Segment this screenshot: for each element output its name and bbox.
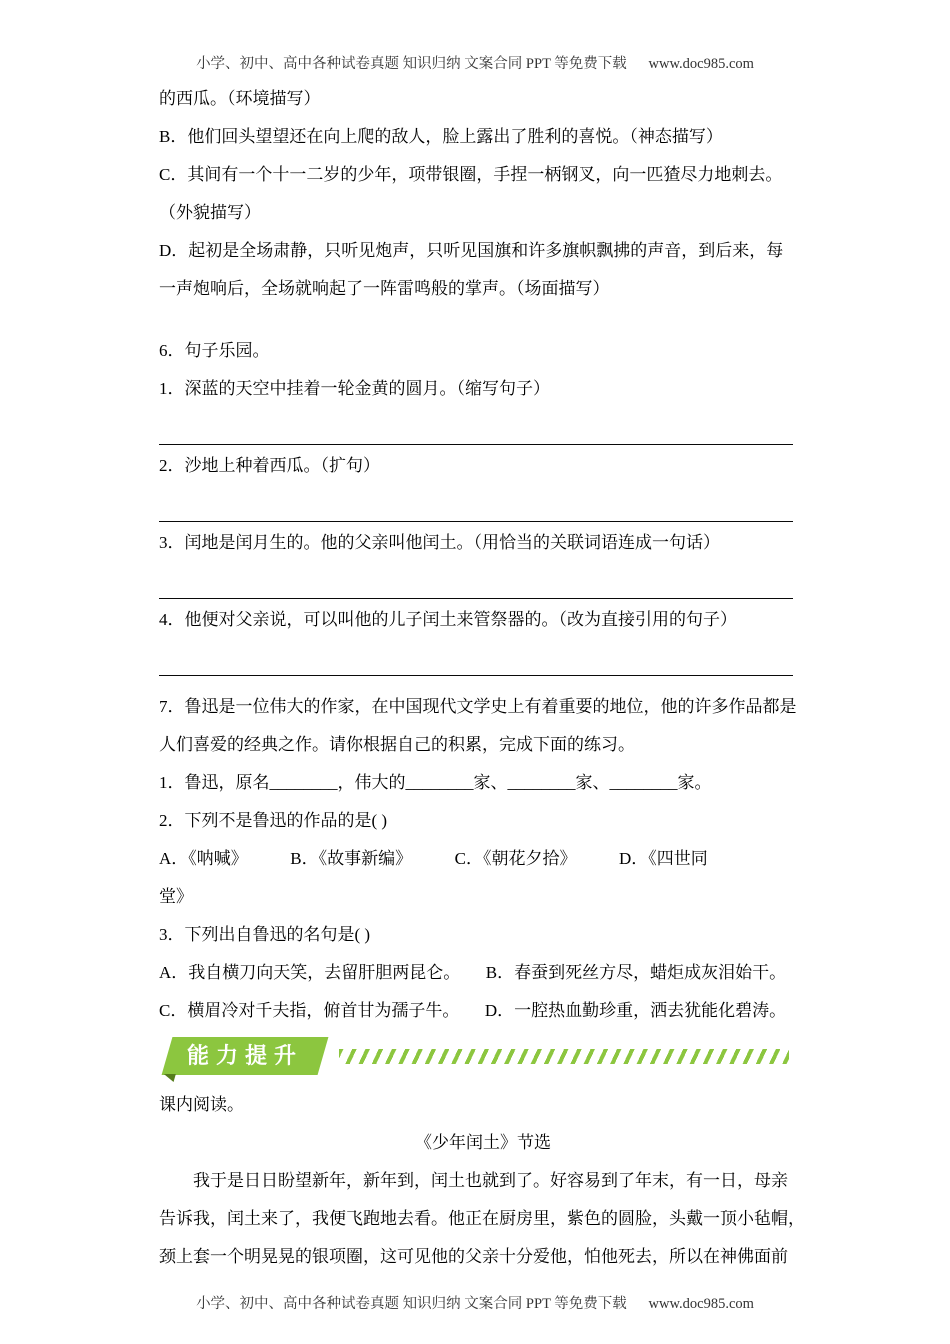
question6-item-1: 1．深蓝的天空中挂着一轮金黄的圆月。（缩写句子） (159, 379, 550, 398)
question7-sub-3-options-cd: C．横眉冷对千夫指，俯首甘为孺子牛。 D．一腔热血勤珍重，洒去犹能化碧涛。 (159, 1001, 787, 1020)
answer-blank-line (159, 485, 793, 522)
question6-item-3: 3．闰地是闰月生的。他的父亲叫他闰土。（用恰当的关联词语连成一句话） (159, 533, 720, 552)
answer-blank-line (159, 562, 793, 599)
answer-blank-line (159, 408, 793, 445)
section-gap (159, 678, 807, 688)
reading-line-2: 告诉我，闰土来了，我便飞跑地去看。他正在厨房里，紫色的圆脸，头戴一顶小毡帽， (159, 1209, 805, 1228)
reading-line-3: 颈上套一个明晃晃的银项圈，这可见他的父亲十分爱他，怕他死去，所以在神佛面前 (159, 1247, 788, 1266)
question7-sub-2-options: A．《呐喊》 B．《故事新编》 C．《朝花夕拾》 D．《四世同 (159, 849, 708, 868)
reading-line-1: 我于是日日盼望新年，新年到，闰土也就到了。好容易到了年末，有一日，母亲 (159, 1171, 788, 1190)
page-footer: 小学、初中、高中各种试卷真题 知识归纳 文案合同 PPT 等免费下载 www.doc985.com (196, 1296, 754, 1312)
section-gap (159, 308, 807, 332)
reading-title: 《少年闰土》节选 (415, 1133, 551, 1152)
banner-ribbon (162, 1037, 329, 1075)
question6-item-2: 2．沙地上种着西瓜。（扩句） (159, 456, 380, 475)
ability-section-banner (159, 1034, 799, 1078)
banner-fold-decoration (162, 1074, 176, 1082)
option-d-continuation: 一声炮响后，全场就响起了一阵雷鸣般的掌声。（场面描写） (159, 279, 610, 298)
content-column (159, 80, 807, 1276)
question7-sub-2-options-continuation: 堂》 (159, 887, 193, 906)
question7-intro-line-2: 人们喜爱的经典之作。请你根据自己的积累，完成下面的练习。 (159, 735, 635, 754)
page-header: 小学、初中、高中各种试卷真题 知识归纳 文案合同 PPT 等免费下载 www.doc985.com (196, 56, 754, 72)
banner-label: 能力提升 (187, 1043, 304, 1068)
option-c-line: C．其间有一个十一二岁的少年，项带银圈，手捏一柄钢叉，向一匹猹尽力地刺去。 (159, 165, 783, 184)
option-b-line: B．他们回头望望还在向上爬的敌人，脸上露出了胜利的喜悦。（神态描写） (159, 127, 723, 146)
question7-intro-line-1: 7．鲁迅是一位伟大的作家，在中国现代文学史上有着重要的地位，他的许多作品都是 (159, 697, 797, 716)
question6-item-4: 4．他便对父亲说，可以叫他的儿子闰土来管祭器的。（改为直接引用的句子） (159, 610, 737, 629)
option-c-continuation: （外貌描写） (159, 203, 261, 222)
option-d-line: D．起初是全场肃静，只听见炮声，只听见国旗和许多旗帜飘拂的声音，到后来，每 (159, 241, 784, 260)
question7-sub-1: 1．鲁迅，原名________，伟大的________家、________家、________家。 (159, 773, 712, 792)
question7-sub-2: 2．下列不是鲁迅的作品的是( ) (159, 811, 388, 830)
reading-heading: 课内阅读。 (159, 1095, 244, 1114)
question6-title: 6．句子乐园。 (159, 341, 270, 360)
question7-sub-3: 3．下列出自鲁迅的名句是( ) (159, 925, 371, 944)
answer-blank-line (159, 639, 793, 676)
question7-sub-3-options-ab: A．我自横刀向天笑，去留肝胆两昆仑。 B．春蚕到死丝方尽，蜡炬成灰泪始干。 (159, 963, 787, 982)
text-line: 的西瓜。（环境描写） (159, 89, 321, 108)
banner-diagonal-stripes (339, 1049, 789, 1064)
